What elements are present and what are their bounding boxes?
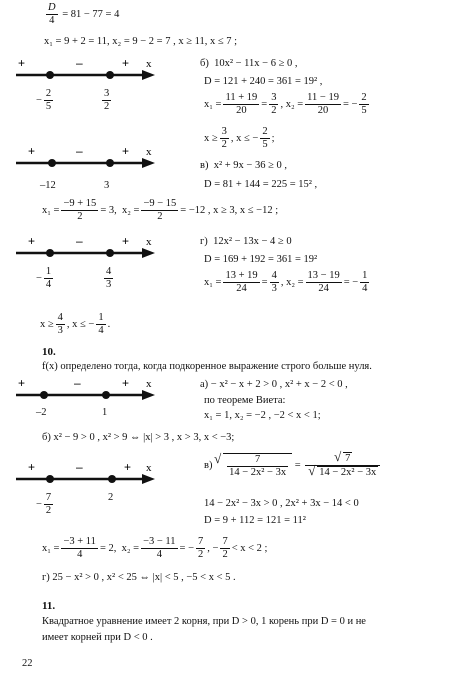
section-10-a-line2: по теореме Виета:: [204, 395, 286, 406]
axis-x-label: x: [146, 146, 152, 158]
line-a-point-2: $\frac{3}{2}$: [104, 88, 110, 113]
part-g-equation: г) 12x² − 13x − 4 ≥ 0: [200, 236, 292, 247]
axis-x-label: x: [146, 58, 152, 70]
sign-plus-1: +: [18, 56, 26, 70]
page-number: 22: [22, 658, 33, 669]
sign-minus: –: [76, 234, 83, 248]
line-c-point-1: − $\frac{1}{4}$: [36, 266, 52, 291]
section-10-b-line: б) x² − 9 > 0 , x² > 9 ⇔ |x| > 3 , x > 3, x < −3;: [42, 432, 235, 443]
part-v-discriminant: D = 81 + 144 = 225 = 15² ,: [204, 179, 318, 190]
sign-plus-2: +: [122, 376, 130, 390]
section-10-v-roots: x₁ = $\frac{-3 + 11}{4}$ = 2, x₂ = $\frac{-3 - 11}{4}$ = − $\frac{7}{2}$ , − $\frac{7}{2}$ < x < 2 ;: [42, 536, 268, 561]
sign-plus-1: +: [18, 376, 26, 390]
sign-plus-1: +: [28, 460, 36, 474]
section-10-intro: f(x) определено тогда, когда подкоренное выражение строго больше нуля.: [42, 361, 372, 372]
part-b-roots: x₁ = $\frac{11 + 19}{20}$ = $\frac{3}{2}$ , x₂ = $\frac{11 - 19}{20}$ = − $\frac{2}{5}$: [204, 92, 367, 117]
section-10-a-line3: x₁ = 1, x₂ = −2 , −2 < x < 1;: [204, 410, 321, 421]
part-v-roots: x₁ = $\frac{-9 + 15}{2}$ = 3, x₂ = $\frac{-9 - 15}{2}$ = −12 , x ≥ 3, x ≤ −12 ;: [42, 198, 279, 223]
sign-minus: –: [74, 376, 81, 390]
top-frac-den: 4: [49, 15, 55, 27]
number-line-c: [14, 236, 164, 266]
top-roots-line: x₁ = 9 + 2 = 11, x₂ = 9 − 2 = 7 , x ≥ 11, x ≤ 7 ;: [44, 36, 238, 47]
top-frac-num: D: [48, 2, 56, 13]
part-b-equation: б) 10x² − 11x − 6 ≥ 0 ,: [200, 58, 298, 69]
sign-plus-2: +: [122, 56, 130, 70]
sign-minus: –: [76, 144, 83, 158]
line-d-point-1: –2: [36, 407, 47, 418]
line-d-point-2: 1: [102, 407, 108, 418]
line-b-point-2: 3: [104, 180, 110, 191]
part-g-discriminant: D = 169 + 192 = 361 = 19²: [204, 254, 318, 265]
section-10-v-root-expression: в) √ $\frac{7}{\text{14 − 2x² − 3x}}$ = √ 7 √ 14 − 2x² − 3x: [204, 452, 382, 479]
axis-x-label: x: [146, 378, 152, 390]
section-11-line1: Квадратное уравнение имеет 2 корня, при D > 0, 1 корень при D = 0 и не: [42, 616, 366, 627]
number-line-a: [14, 58, 164, 88]
part-v-equation: в) x² + 9x − 36 ≥ 0 ,: [200, 160, 287, 171]
number-line-e: [14, 462, 164, 492]
sign-plus-1: +: [28, 144, 36, 158]
sign-plus-1: +: [28, 234, 36, 248]
section-10-a-line1: а) − x² − x + 2 > 0 , x² + x − 2 < 0 ,: [200, 379, 348, 390]
top-line1-rest: = 81 − 77 = 4: [59, 8, 120, 20]
number-line-b: [14, 146, 164, 176]
section-11-number: 11.: [42, 600, 56, 612]
section-10-v-line3: D = 9 + 112 = 121 = 11²: [204, 515, 306, 526]
sign-minus: –: [76, 56, 83, 70]
section-10-v-line2: 14 − 2x² − 3x > 0 , 2x² + 3x − 14 < 0: [204, 498, 359, 509]
part-b-discriminant: D = 121 + 240 = 361 = 19² ,: [204, 76, 323, 87]
top-discriminant-line: [44, 2, 119, 27]
line-e-point-2: 2: [108, 492, 114, 503]
part-g-answer: x ≥ $\frac{4}{3}$ , x ≤ − $\frac{1}{4}$ .: [40, 312, 111, 337]
sign-plus-2: +: [124, 460, 132, 474]
part-b-answer: x ≥ $\frac{3}{2}$ , x ≤ − $\frac{2}{5}$ ;: [204, 126, 275, 151]
line-b-point-1: –12: [40, 180, 56, 191]
sign-minus: –: [76, 460, 83, 474]
line-e-point-1: − $\frac{7}{2}$: [36, 492, 52, 517]
section-11-line2: имеет корней при D < 0 .: [42, 632, 153, 643]
section-10-number: 10.: [42, 346, 56, 358]
line-a-point-1: − $\frac{2}{5}$: [36, 88, 52, 113]
number-line-d: [14, 378, 164, 408]
line-c-point-2: $\frac{4}{3}$: [106, 266, 112, 291]
sign-plus-2: +: [122, 234, 130, 248]
sign-plus-2: +: [122, 144, 130, 158]
part-g-roots: x₁ = $\frac{13 + 19}{24}$ = $\frac{4}{3}$ , x₂ = $\frac{13 - 19}{24}$ = − $\frac{1}{4}$: [204, 270, 368, 295]
section-10-g-line: г) 25 − x² > 0 , x² < 25 ⇔ |x| < 5 , −5 < x < 5 .: [42, 572, 236, 583]
axis-x-label: x: [146, 236, 152, 248]
axis-x-label: x: [146, 462, 152, 474]
